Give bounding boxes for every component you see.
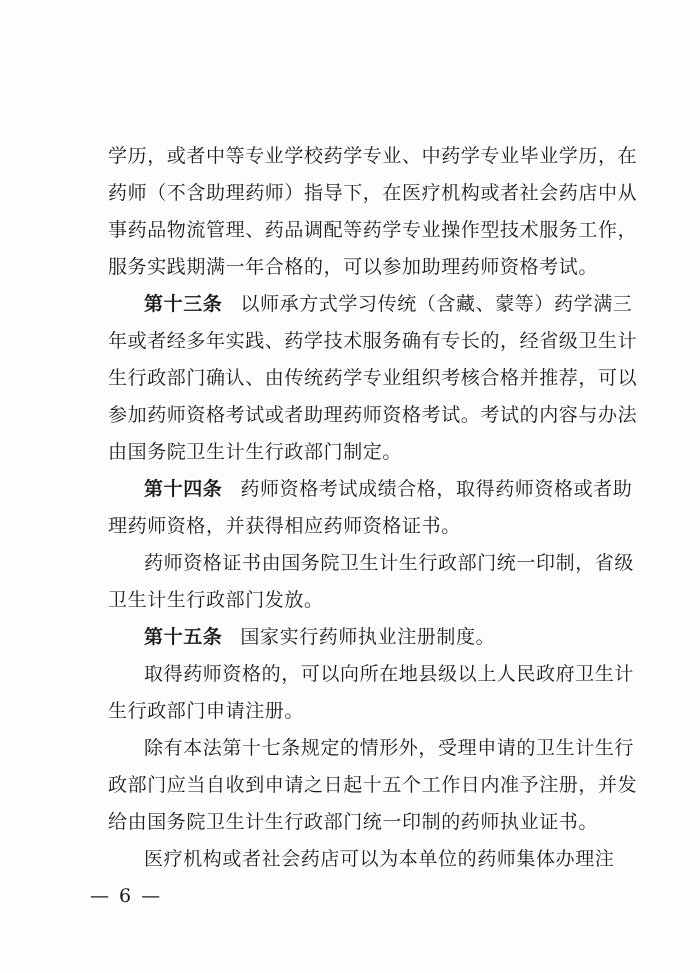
text-line: 年或者经多年实践、药学技术服务确有专长的，经省级卫生计	[108, 330, 638, 352]
text-line: 事药品物流管理、药品调配等药学专业操作型技术服务工作，	[108, 219, 638, 241]
text-line: 理药师资格，并获得相应药师资格证书。	[108, 515, 461, 537]
article-14-first-line	[144, 477, 633, 501]
text-line: 服务实践期满一年合格的，可以参加助理药师资格考试。	[108, 256, 599, 278]
text-line: 除有本法第十七条规定的情形外，受理申请的卫生计生行	[144, 737, 635, 759]
article-15-first-line	[144, 625, 608, 649]
text-line: 卫生计生行政部门发放。	[108, 589, 324, 611]
text-line: 政部门应当自收到申请之日起十五个工作日内准予注册，并发	[108, 774, 638, 796]
article-14-text: 药师资格考试成绩合格，取得药师资格或者助	[240, 478, 633, 500]
article-13-text: 以师承方式学习传统（含藏、蒙等）药学满三	[240, 293, 633, 315]
text-line: 药师资格证书由国务院卫生计生行政部门统一印制，省级	[144, 552, 635, 574]
text-line: 取得药师资格的，可以向所在地县级以上人民政府卫生计	[144, 663, 635, 685]
text-line: 学历，或者中等专业学校药学专业、中药学专业毕业学历，在	[108, 145, 638, 167]
page-number: — 6 —	[90, 885, 163, 907]
text-line: 生行政部门申请注册。	[108, 700, 305, 722]
text-line: 参加药师资格考试或者助理药师资格考试。考试的内容与办法	[108, 404, 638, 426]
article-14-heading: 第十四条	[144, 478, 223, 500]
article-13-heading: 第十三条	[144, 293, 223, 315]
article-15-heading: 第十五条	[144, 626, 223, 648]
article-13-first-line	[144, 292, 633, 316]
text-line: 医疗机构或者社会药店可以为本单位的药师集体办理注	[144, 848, 615, 870]
text-line: 药师（不含助理药师）指导下，在医疗机构或者社会药店中从	[108, 182, 638, 204]
text-line: 由国务院卫生计生行政部门制定。	[108, 441, 403, 463]
text-line: 生行政部门确认、由传统药学专业组织考核合格并推荐，可以	[108, 367, 638, 389]
article-15-text: 国家实行药师执业注册制度。	[240, 626, 496, 648]
text-line: 给由国务院卫生计生行政部门统一印制的药师执业证书。	[108, 811, 599, 833]
